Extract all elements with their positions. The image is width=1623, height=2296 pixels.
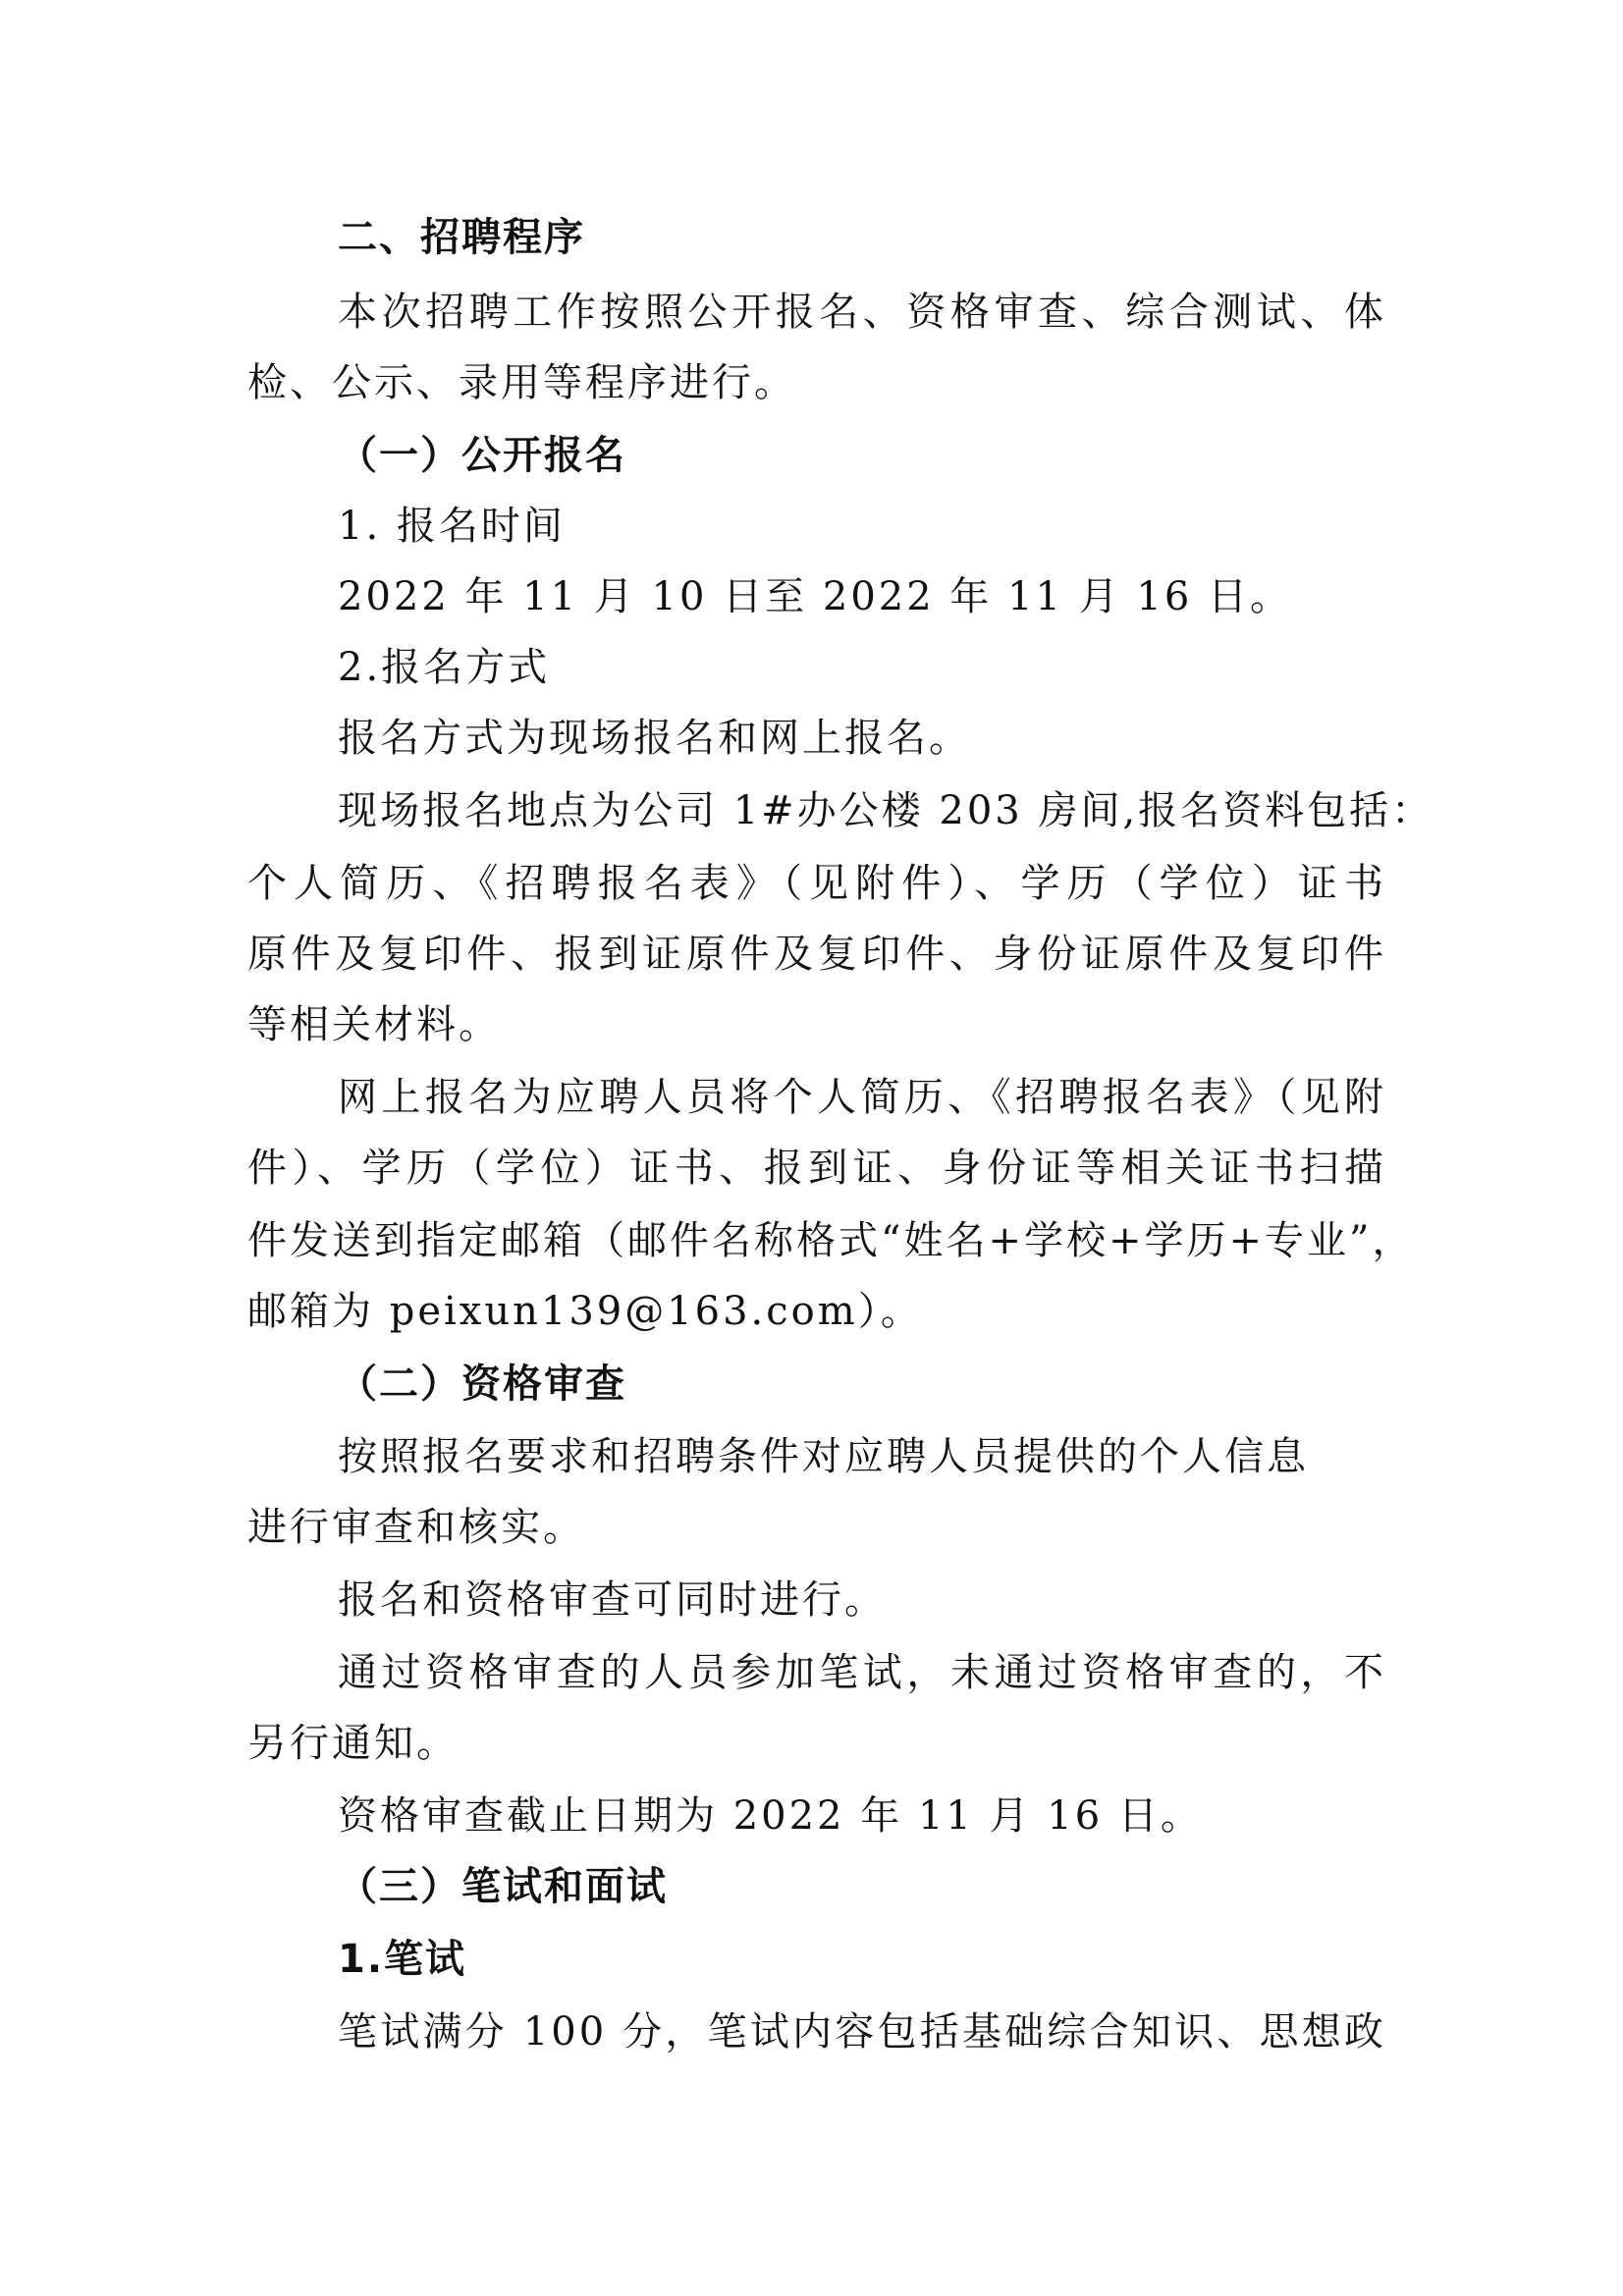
subsection-heading-written-and-interview: （三）笔试和面试 bbox=[338, 1864, 668, 1909]
section-heading-recruitment-procedure: 二、招聘程序 bbox=[338, 215, 585, 260]
item-heading-registration-method: 2.报名方式 bbox=[338, 645, 551, 690]
subsection-heading-qualification-review: （二）资格审查 bbox=[338, 1362, 626, 1407]
paragraph-line: 报名和资格审查可同时进行。 bbox=[338, 1577, 887, 1623]
paragraph-line: 报名方式为现场报名和网上报名。 bbox=[338, 716, 971, 761]
item-heading-registration-time: 1. 报名时间 bbox=[338, 504, 566, 549]
paragraph-line: 检、公示、录用等程序进行。 bbox=[247, 360, 796, 405]
paragraph-line: 件）、学历（学位）证书、报到证、身份证等相关证书扫描 bbox=[247, 1146, 1386, 1191]
paragraph-line: 2022 年 11 月 10 日至 2022 年 11 月 16 日。 bbox=[338, 574, 1293, 619]
paragraph-line: 本次招聘工作按照公开报名、资格审查、综合测试、体 bbox=[338, 290, 1386, 335]
paragraph-line: 进行审查和核实。 bbox=[247, 1505, 585, 1550]
subsection-heading-public-registration: （一）公开报名 bbox=[338, 433, 626, 478]
paragraph-line: 现场报名地点为公司 1#办公楼 203 房间,报名资料包括： bbox=[338, 788, 1434, 833]
paragraph-line: 原件及复印件、报到证原件及复印件、身份证原件及复印件 bbox=[247, 932, 1386, 977]
paragraph-line: 等相关材料。 bbox=[247, 1002, 501, 1047]
paragraph-line: 网上报名为应聘人员将个人简历、《招聘报名表》（见附 bbox=[338, 1075, 1386, 1120]
item-heading-written-test: 1.笔试 bbox=[338, 1937, 467, 1982]
paragraph-line: 按照报名要求和招聘条件对应聘人员提供的个人信息 bbox=[338, 1434, 1309, 1479]
paragraph-line: 笔试满分 100 分，笔试内容包括基础综合知识、思想政 bbox=[338, 2009, 1386, 2055]
paragraph-line: 另行通知。 bbox=[247, 1721, 459, 1766]
paragraph-line: 资格审查截止日期为 2022 年 11 月 16 日。 bbox=[338, 1793, 1203, 1839]
paragraph-line: 件发送到指定邮箱（邮件名称格式“姓名+学校+学历+专业”， bbox=[247, 1218, 1415, 1263]
paragraph-line: 个人简历、《招聘报名表》（见附件）、学历（学位）证书 bbox=[247, 861, 1386, 906]
paragraph-line-email: 邮箱为 peixun139@163.com）。 bbox=[247, 1289, 923, 1334]
paragraph-line: 通过资格审查的人员参加笔试，未通过资格审查的，不 bbox=[338, 1650, 1386, 1695]
